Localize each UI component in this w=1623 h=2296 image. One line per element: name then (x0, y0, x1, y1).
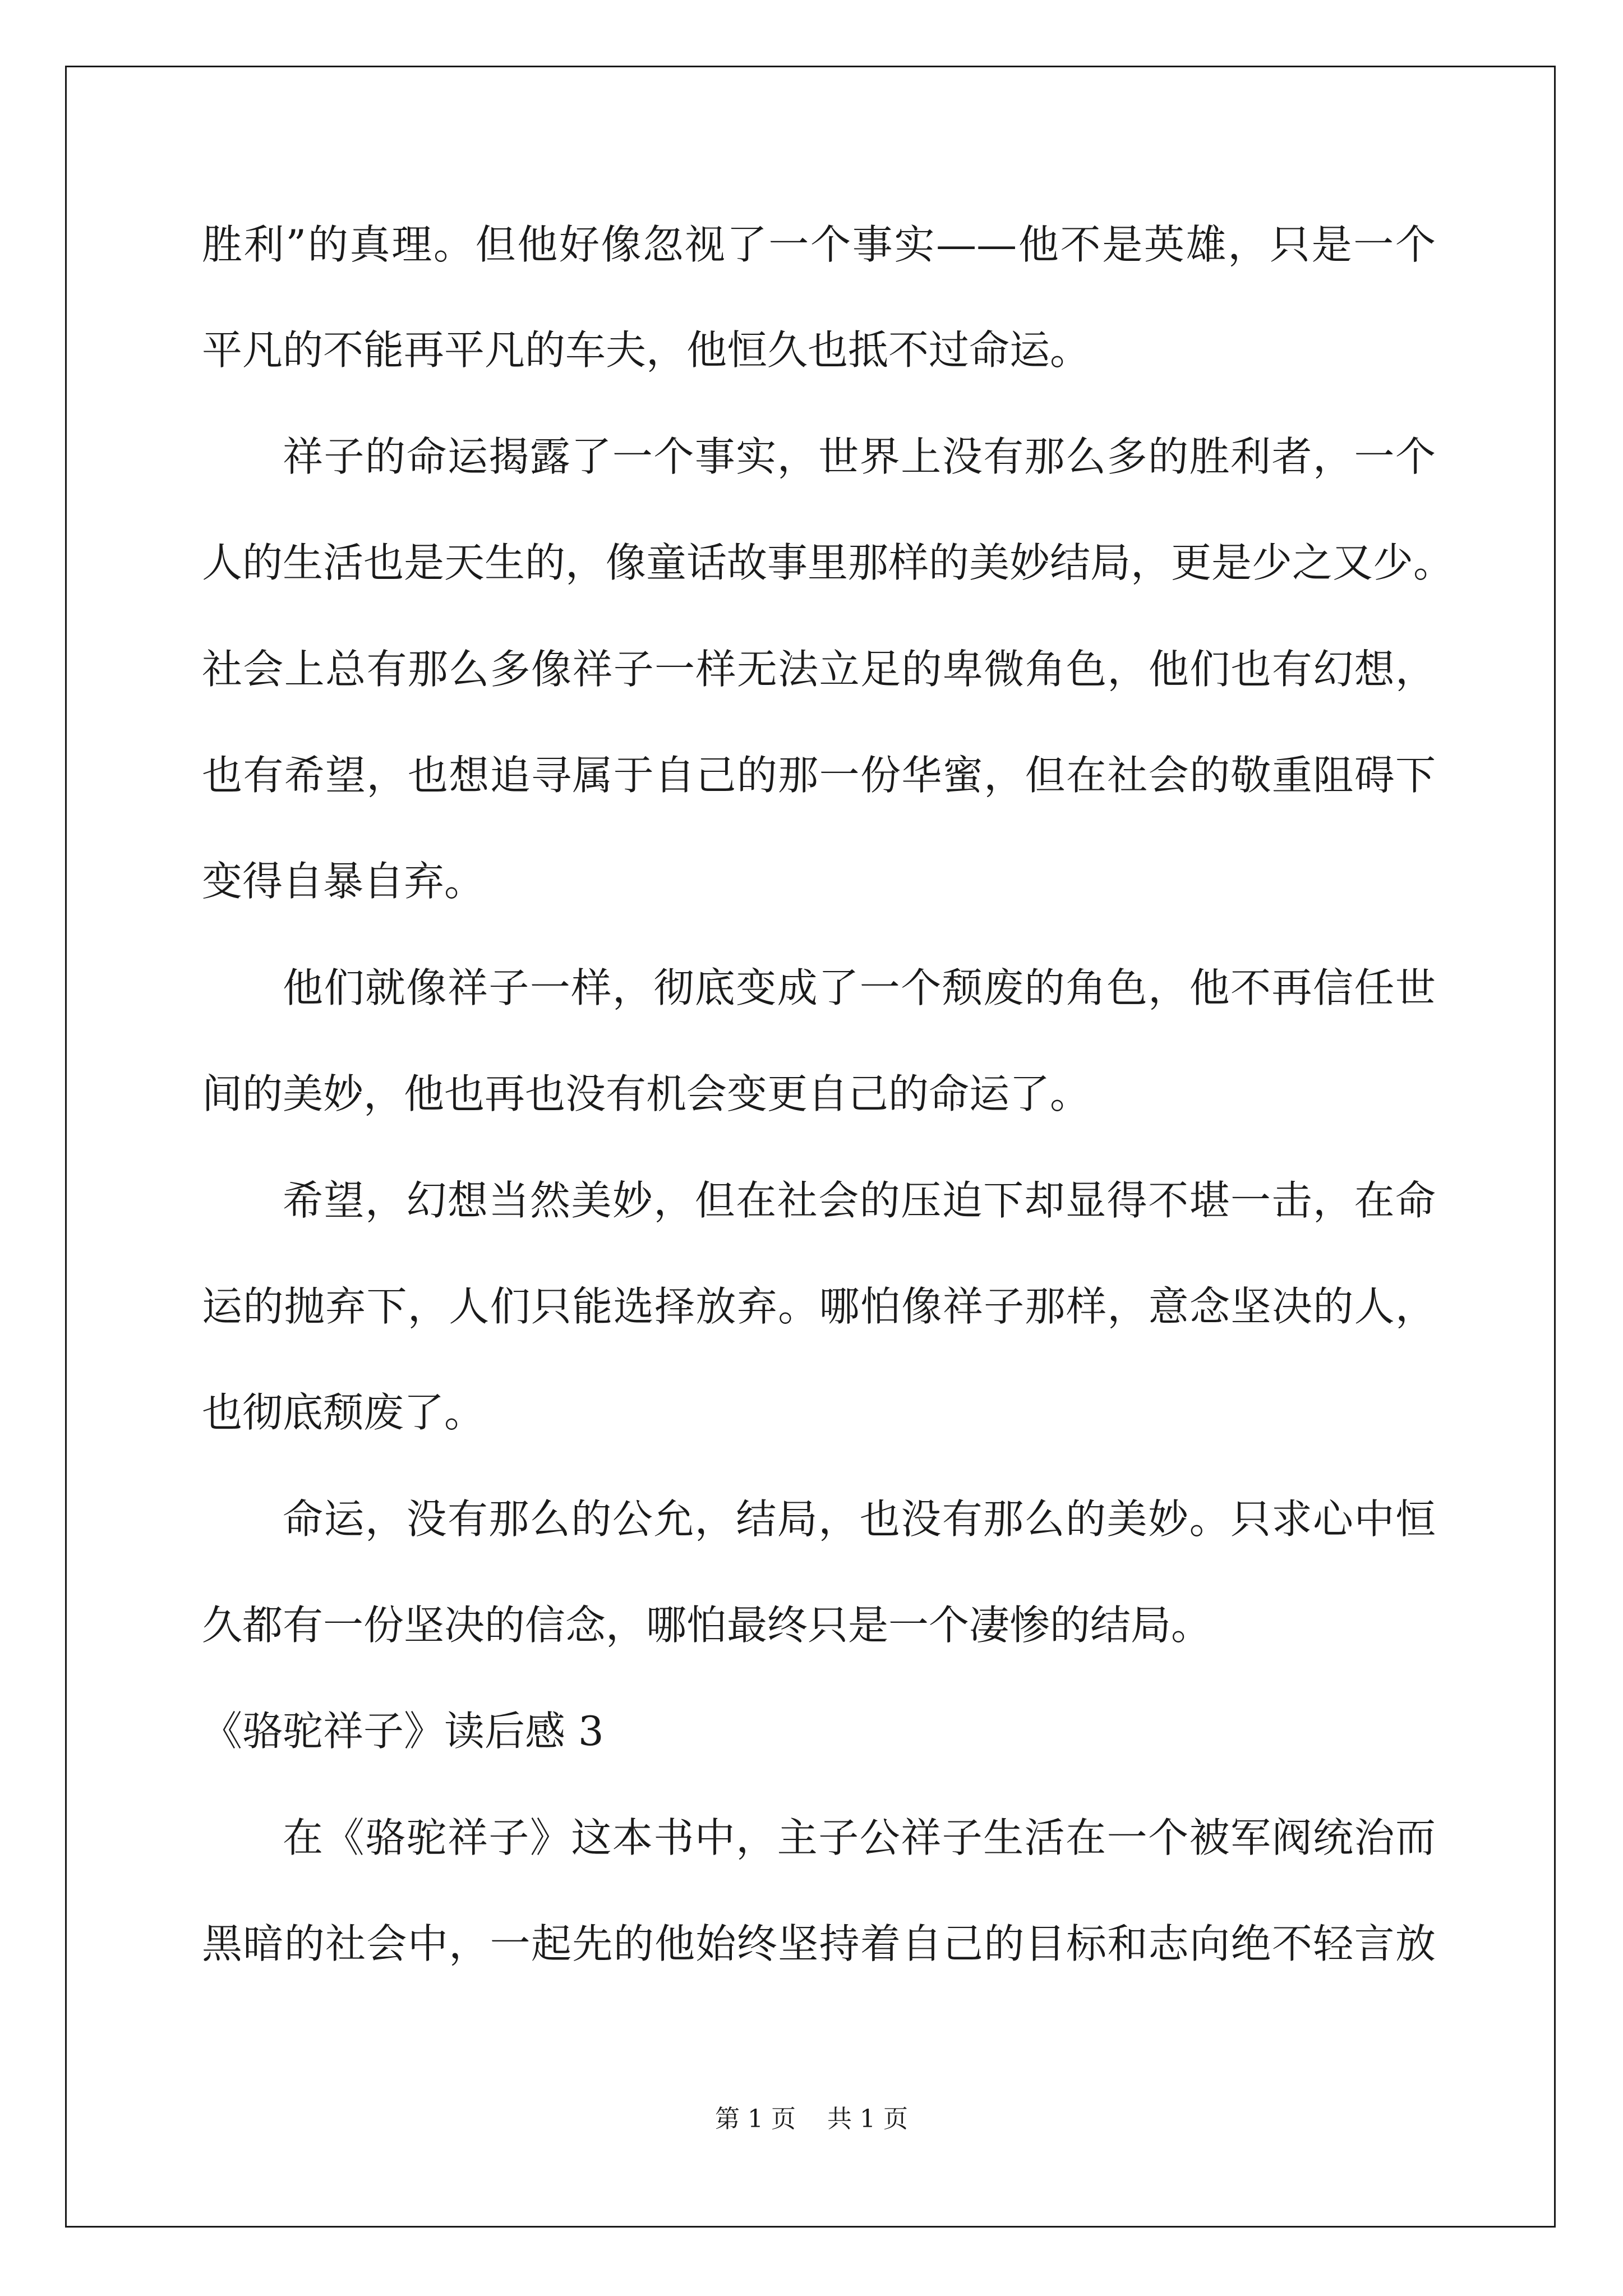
section-heading: 《骆驼祥子》读后感 3 (202, 1708, 604, 1755)
body-line: 黑暗的社会中，一起先的他始终坚持着自己的目标和志向绝不轻言放 (202, 1920, 1436, 1967)
body-line: 也彻底颓废了。 (202, 1389, 485, 1436)
page-border (65, 66, 1556, 2228)
body-line: 平凡的不能再平凡的车夫，他恒久也抵不过命运。 (202, 326, 1091, 374)
body-line: 也有希望，也想追寻属于自己的那一份华蜜，但在社会的敬重阻碍下 (202, 752, 1436, 799)
body-line: 运的抛弃下，人们只能选择放弃。哪怕像祥子那样，意念坚决的人， (202, 1283, 1436, 1330)
body-line: 人的生活也是天生的，像童话故事里那样的美妙结局，更是少之又少。 (202, 539, 1454, 586)
body-line: 在《骆驼祥子》这本书中，主子公祥子生活在一个被军阀统治而 (283, 1814, 1436, 1861)
body-line: 他们就像祥子一样，彻底变成了一个颓废的角色，他不再信任世 (283, 964, 1436, 1011)
body-line: 变得自暴自弃。 (202, 858, 485, 905)
page-number: 第 1 页 (715, 2105, 796, 2133)
page-footer (0, 2102, 1623, 2136)
body-line: 祥子的命运揭露了一个事实，世界上没有那么多的胜利者，一个 (283, 433, 1436, 480)
body-line: 社会上总有那么多像祥子一样无法立足的卑微角色，他们也有幻想， (202, 646, 1436, 693)
body-line: 胜利”的真理。但他好像忽视了一个事实——他不是英雄，只是一个 (202, 221, 1436, 268)
body-line: 命运，没有那么的公允，结局，也没有那么的美妙。只求心中恒 (283, 1496, 1436, 1543)
body-line: 间的美妙，他也再也没有机会变更自己的命运了。 (202, 1070, 1091, 1117)
body-line: 希望，幻想当然美妙，但在社会的压迫下却显得不堪一击，在命 (283, 1177, 1436, 1224)
page-total: 共 1 页 (827, 2105, 908, 2133)
body-line: 久都有一份坚决的信念，哪怕最终只是一个凄惨的结局。 (202, 1602, 1212, 1649)
